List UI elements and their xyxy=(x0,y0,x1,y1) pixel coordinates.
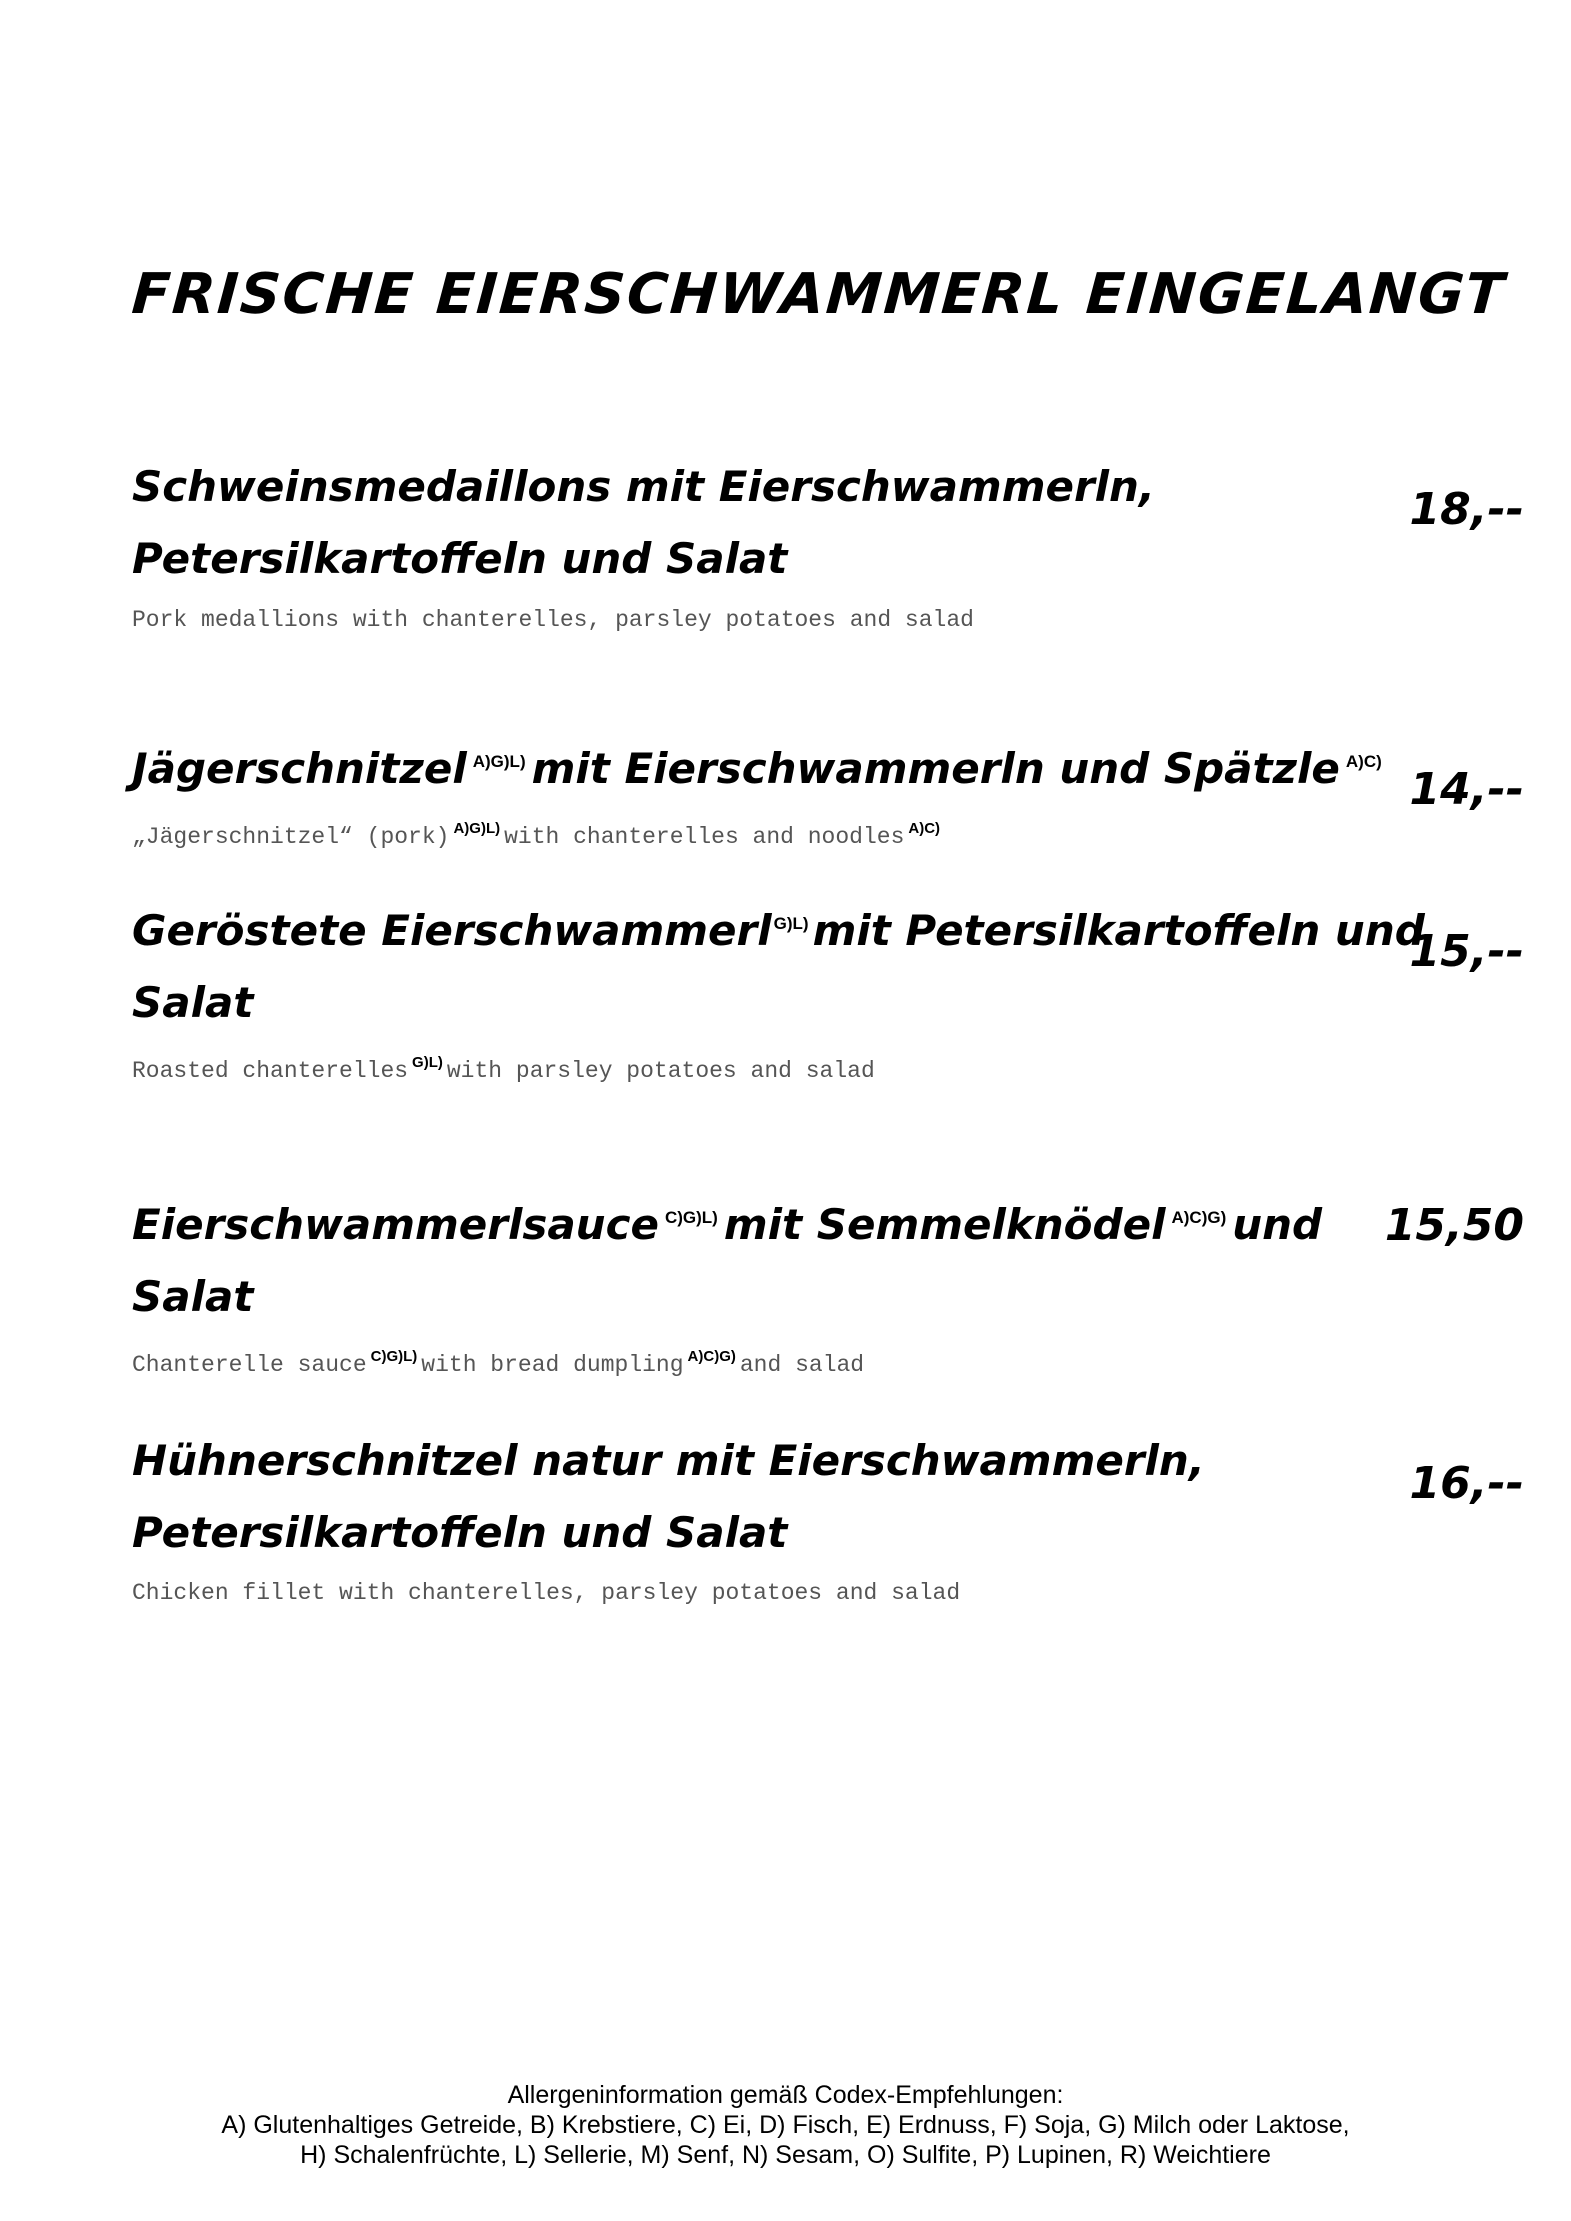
dish-1-name-line-1: Schweinsmedaillons mit Eierschwammerln, xyxy=(132,462,1155,511)
dish-3-english xyxy=(132,1054,875,1084)
dish-2-english-main: „Jägerschnitzel“ (pork) xyxy=(132,824,450,850)
dish-4-name-main: Eierschwammerlsauce xyxy=(132,1200,659,1249)
dish-3-name-line-2: Salat xyxy=(132,978,254,1027)
dish-3-price: 15,-- xyxy=(1409,926,1524,977)
allergen-footer-line-2: H) Schalenfrüchte, L) Sellerie, M) Senf, N) Sesam, O) Sulfite, P) Lupinen, R) Weichtiere xyxy=(300,2141,1271,2169)
dish-1-name-line-2: Petersilkartoffeln und Salat xyxy=(132,534,788,583)
dish-2-name-main: Jägerschnitzel xyxy=(132,744,467,793)
dish-2-allergens-a: A)G)L) xyxy=(472,752,526,771)
dish-2-english-allergens-b: A)C) xyxy=(908,820,941,837)
dish-2-name-rest: mit Eierschwammerln und Spätzle xyxy=(531,744,1340,793)
dish-4-english-mid: with bread dumpling xyxy=(421,1352,684,1378)
dish-2-english xyxy=(132,820,944,850)
dish-2-english-rest: with chanterelles and noodles xyxy=(504,824,905,850)
dish-3-english-rest: with parsley potatoes and salad xyxy=(446,1058,875,1084)
dish-4-name-end: und xyxy=(1232,1200,1323,1249)
dish-5-name-line-2: Petersilkartoffeln und Salat xyxy=(132,1508,788,1557)
dish-3-name-rest: mit Petersilkartoffeln und xyxy=(812,906,1425,955)
dish-5-english: Chicken fillet with chanterelles, parsley potatoes and salad xyxy=(132,1580,961,1606)
dish-4-name-mid: mit Semmelknödel xyxy=(723,1200,1166,1249)
dish-2-english-allergens-a: A)G)L) xyxy=(453,820,501,837)
dish-4-english-main: Chanterelle sauce xyxy=(132,1352,367,1378)
dish-4-name-line-2: Salat xyxy=(132,1272,254,1321)
dish-4-price: 15,50 xyxy=(1384,1200,1524,1251)
allergen-footer-heading: Allergeninformation gemäß Codex-Empfehlungen: xyxy=(507,2081,1064,2109)
dish-4-english xyxy=(132,1348,864,1378)
dish-4-name xyxy=(132,1200,1322,1249)
dish-5-price: 16,-- xyxy=(1409,1458,1524,1509)
dish-4-english-end: and salad xyxy=(739,1352,865,1378)
dish-4-english-allergens-a: C)G)L) xyxy=(370,1348,418,1365)
dish-3-english-main: Roasted chanterelles xyxy=(132,1058,409,1084)
dish-3-name xyxy=(132,906,1425,955)
dish-4-allergens-b: A)C)G) xyxy=(1171,1208,1227,1227)
dish-1-price: 18,-- xyxy=(1409,484,1524,535)
dish-1-english: Pork medallions with chanterelles, parsley potatoes and salad xyxy=(132,607,974,633)
allergen-footer-line-1: A) Glutenhaltiges Getreide, B) Krebstiere, C) Ei, D) Fisch, E) Erdnuss, F) Soja, G) Milch oder Laktose, xyxy=(221,2111,1350,2139)
dish-4-english-allergens-b: A)C)G) xyxy=(687,1348,736,1365)
dish-3-name-main: Geröstete Eierschwammerl xyxy=(132,906,772,955)
menu-title: FRISCHE EIERSCHWAMMERL EINGELANGT xyxy=(129,262,1508,327)
dish-4-allergens-a: C)G)L) xyxy=(664,1208,718,1227)
allergen-footer xyxy=(0,2080,1571,2170)
dish-2-name xyxy=(132,744,1388,793)
dish-3-allergens-a: G)L) xyxy=(773,914,809,933)
dish-2-allergens-b: A)C) xyxy=(1345,752,1382,771)
dish-2-price: 14,-- xyxy=(1409,764,1524,815)
dish-5-name-line-1: Hühnerschnitzel natur mit Eierschwammerln, xyxy=(132,1436,1205,1485)
dish-3-english-allergens-a: G)L) xyxy=(412,1054,443,1071)
